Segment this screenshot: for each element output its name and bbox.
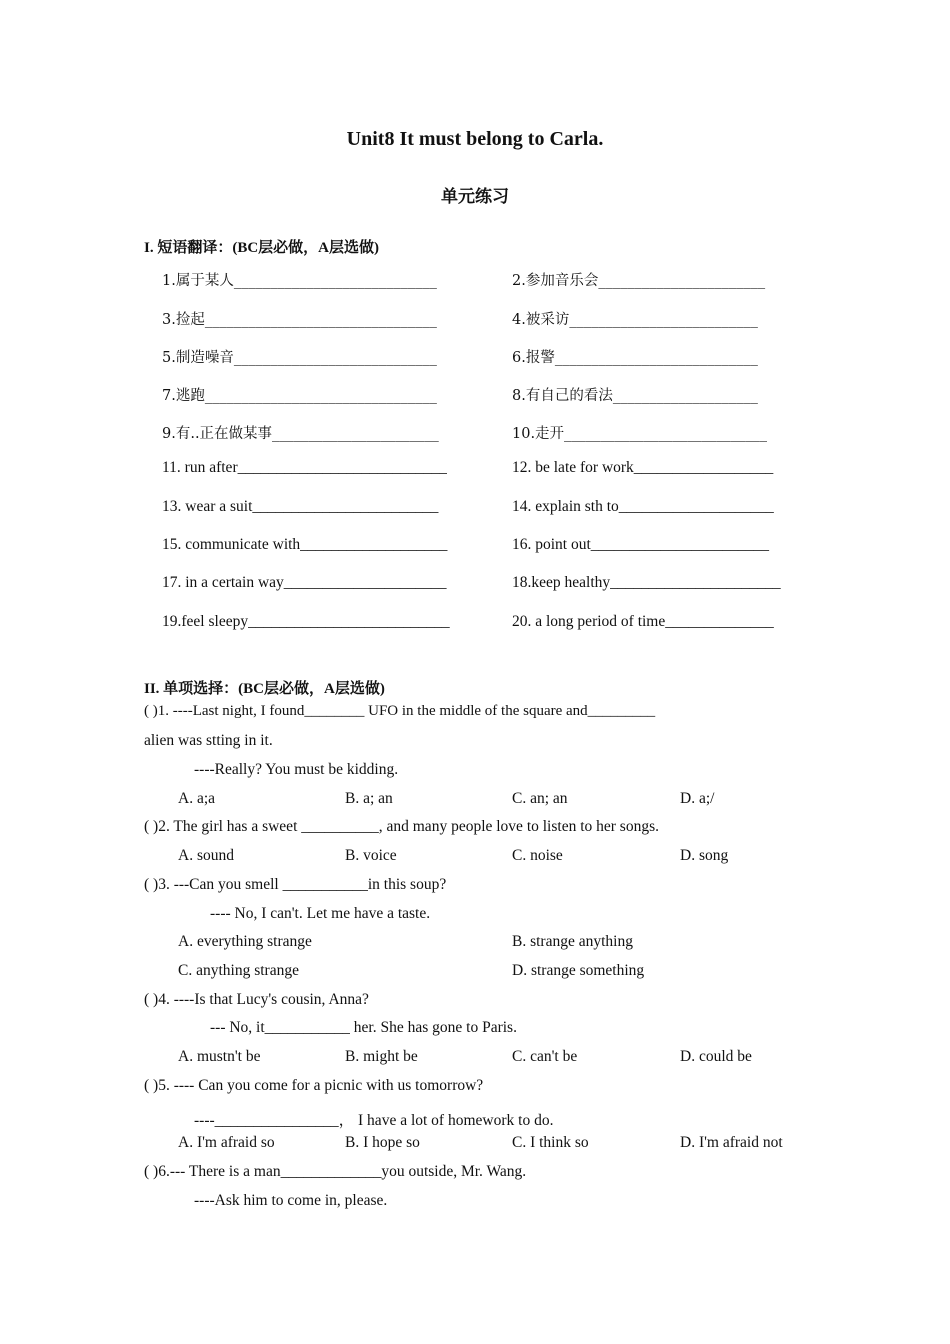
phrase-item: 4.被采访__________________________ (512, 312, 758, 328)
option-d: D. strange something (512, 962, 645, 979)
phrase-item: 19.feel sleepy__________________________ (162, 613, 450, 630)
question-1-line: ( )1. ----Last night, I found________ UFO in the middle of the square and_________ (144, 703, 656, 719)
question-3-line: ---- No, I can't. Let me have a taste. (210, 905, 431, 922)
option-d: D. I'm afraid not (680, 1134, 783, 1151)
option-a: A. mustn't be (178, 1048, 261, 1065)
question-6-line: ( )6.--- There is a man_____________you outside, Mr. Wang. (144, 1163, 527, 1180)
section2-heading: II. 单项选择：(BC层必做，A层选做) (144, 681, 385, 697)
phrase-item: 5.制造噪音____________________________ (162, 350, 437, 366)
option-b: B. voice (345, 847, 397, 864)
option-a: A. sound (178, 847, 234, 864)
page-title: Unit8 It must belong to Carla. (346, 128, 604, 150)
phrase-item: 2.参加音乐会_______________________ (512, 273, 766, 289)
phrase-item: 10.走开____________________________ (512, 426, 768, 442)
option-c: C. an; an (512, 790, 568, 807)
phrase-item: 15. communicate with___________________ (162, 536, 448, 553)
question-4-line: ( )4. ----Is that Lucy's cousin, Anna? (144, 991, 369, 1008)
question-5-line: ----________________， I have a lot of homework to do. (194, 1112, 554, 1129)
phrase-item: 14. explain sth to____________________ (512, 498, 774, 515)
phrase-item: 1.属于某人____________________________ (162, 273, 437, 289)
option-b: B. might be (345, 1048, 418, 1065)
question-4-line: --- No, it___________ her. She has gone to Paris. (210, 1019, 517, 1036)
phrase-item: 6.报警____________________________ (512, 350, 758, 366)
phrase-item: 7.逃跑________________________________ (162, 388, 437, 404)
phrase-item: 9.有..正在做某事_______________________ (162, 426, 439, 442)
option-b: B. a; an (345, 790, 393, 807)
question-1-line: ----Really? You must be kidding. (194, 761, 399, 778)
phrase-item: 12. be late for work__________________ (512, 459, 774, 476)
question-3-line: ( )3. ---Can you smell ___________in this soup? (144, 876, 447, 893)
option-c: C. anything strange (178, 962, 299, 979)
option-c: C. can't be (512, 1048, 578, 1065)
phrase-item: 20. a long period of time______________ (512, 613, 774, 630)
option-b: B. strange anything (512, 933, 633, 950)
phrase-item: 18.keep healthy______________________ (512, 574, 781, 591)
option-a: A. I'm afraid so (178, 1134, 275, 1151)
option-c: C. I think so (512, 1134, 589, 1151)
question-5-line: ( )5. ---- Can you come for a picnic with us tomorrow? (144, 1077, 484, 1094)
question-1-line: alien was stting in it. (144, 732, 273, 749)
phrase-item: 13. wear a suit________________________ (162, 498, 439, 515)
question-6-line: ----Ask him to come in, please. (194, 1192, 388, 1209)
phrase-item: 17. in a certain way_____________________ (162, 574, 447, 591)
option-d: D. a;/ (680, 790, 715, 807)
option-d: D. song (680, 847, 729, 864)
page-subtitle: 单元练习 (441, 187, 509, 207)
option-b: B. I hope so (345, 1134, 420, 1151)
section1-heading: I. 短语翻译：(BC层必做，A层选做) (144, 240, 379, 256)
phrase-item: 8.有自己的看法____________________ (512, 388, 758, 404)
phrase-item: 3.捡起________________________________ (162, 312, 437, 328)
phrase-item: 11. run after___________________________ (162, 459, 447, 476)
option-c: C. noise (512, 847, 563, 864)
option-a: A. a;a (178, 790, 216, 807)
option-a: A. everything strange (178, 933, 312, 950)
phrase-item: 16. point out_______________________ (512, 536, 770, 553)
option-d: D. could be (680, 1048, 752, 1065)
question-2-line: ( )2. The girl has a sweet __________, and many people love to listen to her songs. (144, 818, 659, 835)
